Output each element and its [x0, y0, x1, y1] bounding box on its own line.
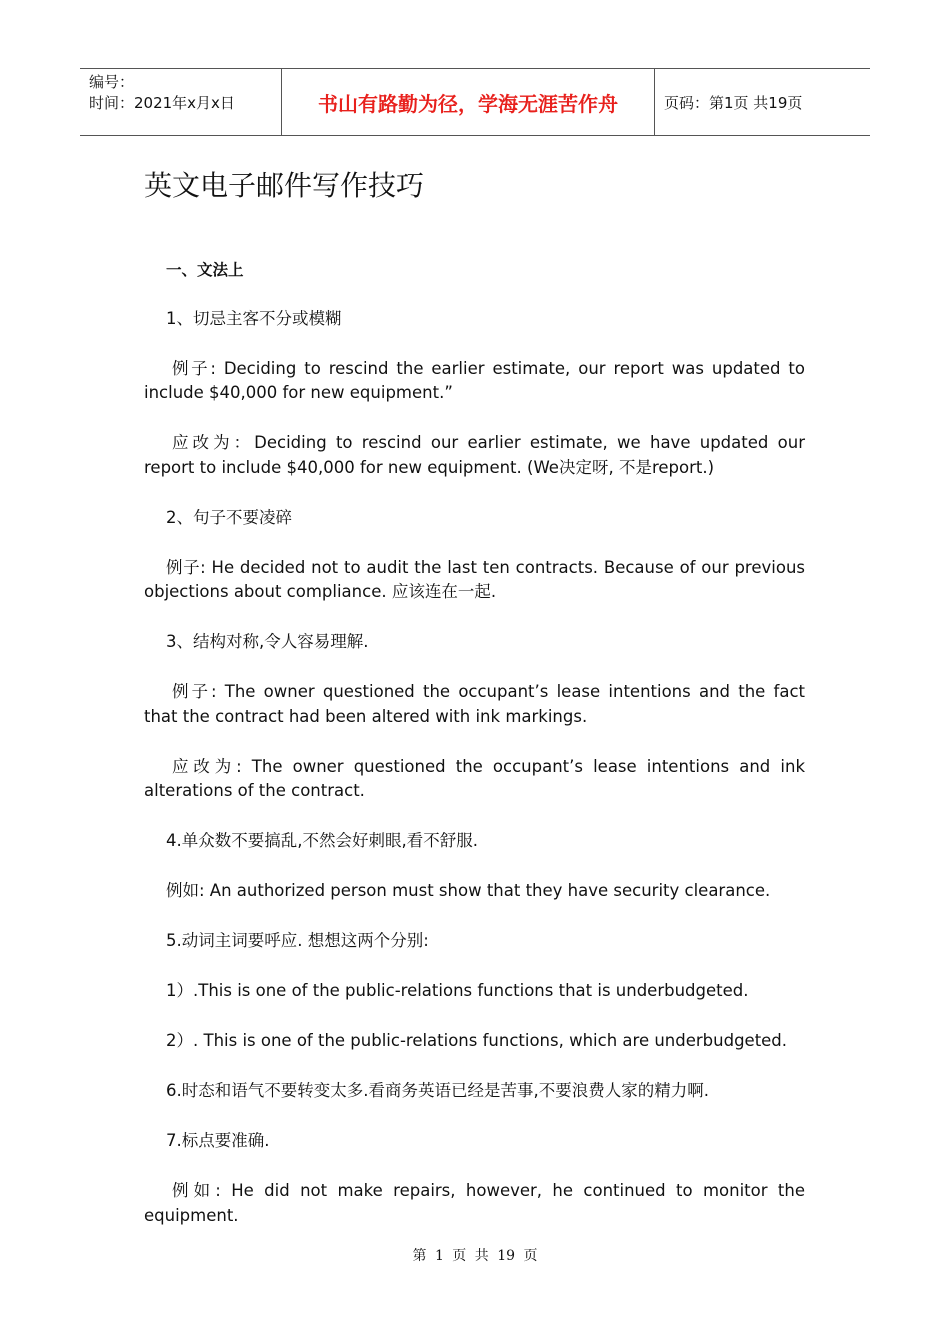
paragraph: 一、文法上: [166, 261, 244, 279]
header-page-code: 页码：第1页 共19页: [664, 93, 803, 112]
paragraph: 2、句子不要凌碎: [166, 507, 292, 527]
page-footer: 第 1 页 共 19 页: [412, 1248, 538, 1264]
paragraph: 例如: He did not make repairs, however, he continued to monitor the equipment.: [144, 1181, 805, 1225]
header-motto: 书山有路勤为径，学海无涯苦作舟: [281, 69, 655, 135]
paragraph: 应改为：Deciding to rescind our earlier estimate, we have updated our report to include $40,000 for new equipment. (We决定呀, 不是report.): [144, 433, 805, 477]
paragraph: 4.单众数不要搞乱,不然会好刺眼,看不舒服.: [166, 831, 478, 850]
paragraph: 1）.This is one of the public-relations functions that is underbudgeted.: [166, 981, 749, 1000]
paragraph: 2）. This is one of the public-relations functions, which are underbudgeted.: [166, 1031, 788, 1050]
date-label: 时间：2021年x月x日: [89, 94, 235, 112]
paragraph: 1、切忌主客不分或模糊: [166, 308, 342, 328]
header-meta: [80, 69, 281, 135]
paragraph: 例子: He decided not to audit the last ten contracts. Because of our previous objections about compliance. 应该连在一起.: [144, 557, 805, 601]
paragraph: 5.动词主词要呼应. 想想这两个分别:: [166, 931, 429, 950]
paragraph: 例子: Deciding to rescind the earlier estimate, our report was updated to include $40,000 for new equipment.”: [144, 358, 805, 402]
paragraph: 3、结构对称,令人容易理解.: [166, 632, 369, 651]
paragraph: 6.时态和语气不要转变太多.看商务英语已经是苦事,不要浪费人家的精力啊.: [166, 1081, 709, 1100]
paragraph: 例子: The owner questioned the occupant’s lease intentions and the fact that the contract had been altered with ink markings.: [144, 682, 805, 726]
paragraph: 应改为: The owner questioned the occupant’s lease intentions and ink alterations of the contract.: [144, 756, 805, 800]
document-body: [144, 258, 805, 1254]
document-title: 英文电子邮件写作技巧: [144, 169, 425, 202]
paragraph: 7.标点要准确.: [166, 1131, 270, 1150]
number-label: 编号：: [89, 73, 135, 91]
paragraph: 例如: An authorized person must show that they have security clearance.: [166, 881, 771, 900]
page-header: [80, 68, 870, 136]
